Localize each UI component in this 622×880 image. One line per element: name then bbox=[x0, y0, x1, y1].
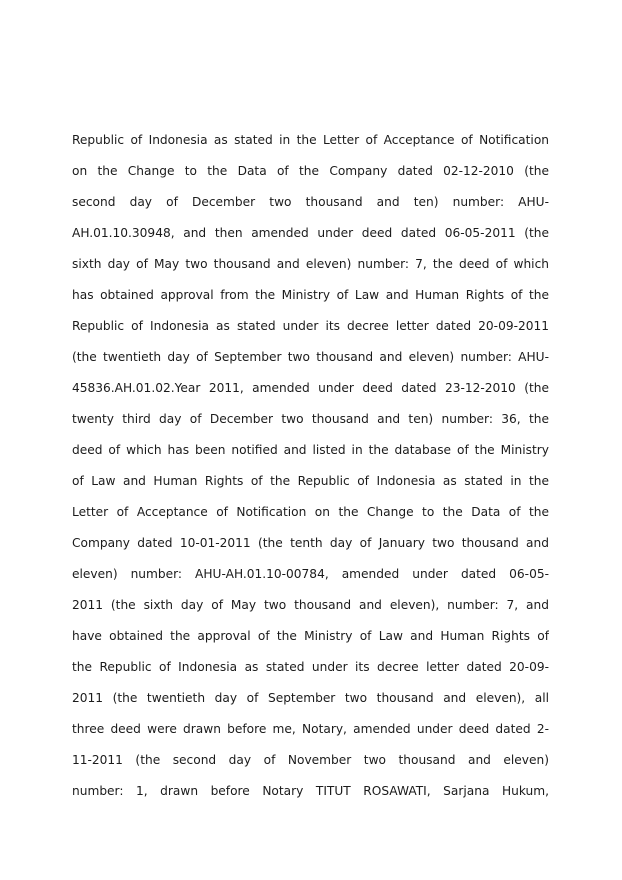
text-line: Republic of Indonesia as stated under its decree letter dated 20-09-2011 bbox=[72, 319, 549, 333]
text-line: 45836.AH.01.02.Year 2011, amended under deed dated 23-12-2010 (the bbox=[72, 381, 549, 395]
text-line: the Republic of Indonesia as stated under its decree letter dated 20-09- bbox=[72, 660, 549, 674]
text-line: three deed were drawn before me, Notary, amended under deed dated 2- bbox=[72, 722, 549, 736]
text-line: Company dated 10-01-2011 (the tenth day of January two thousand and bbox=[72, 536, 549, 550]
text-line: of Law and Human Rights of the Republic of Indonesia as stated in the bbox=[72, 474, 549, 488]
text-line: Republic of Indonesia as stated in the Letter of Acceptance of Notification bbox=[72, 133, 549, 147]
text-line: number: 1, drawn before Notary TITUT ROSAWATI, Sarjana Hukum, bbox=[72, 784, 549, 798]
text-line: deed of which has been notified and listed in the database of the Ministry bbox=[72, 443, 549, 457]
text-line: eleven) number: AHU-AH.01.10-00784, amended under dated 06-05- bbox=[72, 567, 549, 581]
paragraph-block bbox=[72, 125, 549, 807]
text-line: has obtained approval from the Ministry of Law and Human Rights of the bbox=[72, 288, 549, 302]
text-line: 2011 (the twentieth day of September two thousand and eleven), all bbox=[72, 691, 549, 705]
text-line: second day of December two thousand and ten) number: AHU- bbox=[72, 195, 549, 209]
text-line: 11-2011 (the second day of November two thousand and eleven) bbox=[72, 753, 549, 767]
text-line: sixth day of May two thousand and eleven) number: 7, the deed of which bbox=[72, 257, 549, 271]
text-line: Letter of Acceptance of Notification on the Change to the Data of the bbox=[72, 505, 549, 519]
text-line: AH.01.10.30948, and then amended under deed dated 06-05-2011 (the bbox=[72, 226, 549, 240]
text-line: twenty third day of December two thousand and ten) number: 36, the bbox=[72, 412, 549, 426]
text-line: on the Change to the Data of the Company dated 02-12-2010 (the bbox=[72, 164, 549, 178]
text-line: (the twentieth day of September two thousand and eleven) number: AHU- bbox=[72, 350, 549, 364]
text-line: have obtained the approval of the Ministry of Law and Human Rights of bbox=[72, 629, 549, 643]
text-line: 2011 (the sixth day of May two thousand and eleven), number: 7, and bbox=[72, 598, 549, 612]
